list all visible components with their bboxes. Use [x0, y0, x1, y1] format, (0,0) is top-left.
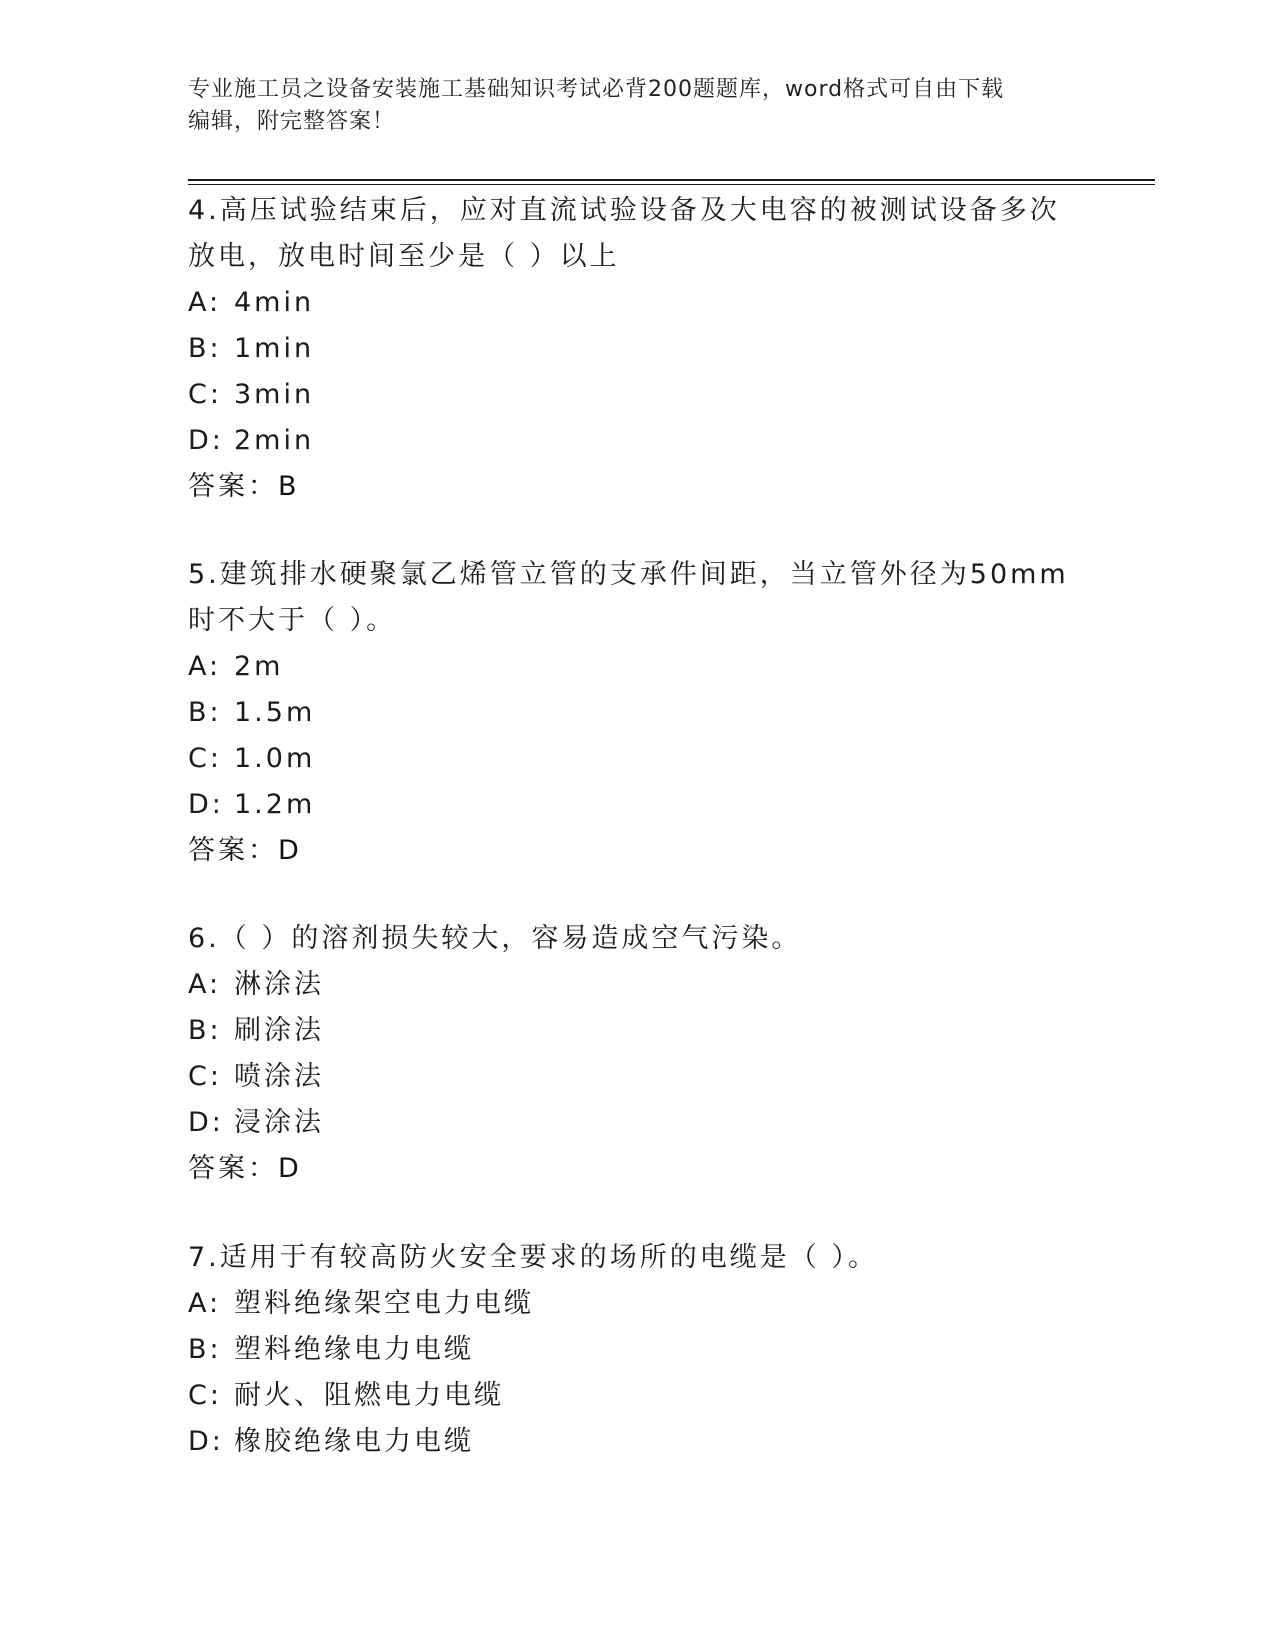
option-text: 塑料绝缘电力电缆 — [234, 1334, 474, 1365]
option-text: 1min — [234, 333, 315, 364]
header-divider-thick — [188, 179, 1155, 181]
option-d — [188, 1100, 1088, 1146]
option-b — [188, 326, 1088, 372]
option-label: C: — [188, 379, 222, 410]
question-5 — [188, 552, 1088, 874]
option-c — [188, 736, 1088, 782]
question-4 — [188, 188, 1088, 510]
document-header — [188, 74, 1068, 138]
header-divider-thin — [188, 184, 1155, 185]
option-label: A: — [188, 651, 222, 682]
option-b — [188, 690, 1088, 736]
option-label: C: — [188, 1380, 222, 1411]
answer: 答案：B — [188, 471, 300, 502]
option-text: 4min — [234, 287, 315, 318]
option-label: B: — [188, 333, 222, 364]
question-7 — [188, 1235, 1088, 1465]
option-b — [188, 1327, 1088, 1373]
option-label: B: — [188, 1334, 222, 1365]
option-text: 淋涂法 — [234, 969, 324, 1000]
option-label: C: — [188, 743, 222, 774]
option-text: 喷涂法 — [234, 1061, 324, 1092]
option-b — [188, 1008, 1088, 1054]
option-text: 刷涂法 — [234, 1015, 324, 1046]
option-text: 3min — [234, 379, 315, 410]
option-label: B: — [188, 1015, 222, 1046]
option-text: 1.5m — [234, 697, 316, 728]
question-stem: 4.高压试验结束后，应对直流试验设备及大电容的被测试设备多次放电，放电时间至少是（ ）以上 — [188, 195, 1060, 272]
answer: 答案：D — [188, 1153, 302, 1184]
question-stem: 5.建筑排水硬聚氯乙烯管立管的支承件间距，当立管外径为50mm时不大于（ ）。 — [188, 559, 1069, 636]
option-a — [188, 962, 1088, 1008]
option-d — [188, 782, 1088, 828]
question-stem: 6.（ ）的溶剂损失较大，容易造成空气污染。 — [188, 923, 802, 954]
option-label: A: — [188, 969, 222, 1000]
option-label: D: — [188, 789, 224, 820]
header-line-2: 编辑，附完整答案！ — [188, 109, 396, 134]
option-c — [188, 372, 1088, 418]
answer: 答案：D — [188, 835, 302, 866]
option-text: 1.0m — [234, 743, 316, 774]
option-label: D: — [188, 1107, 224, 1138]
option-a — [188, 644, 1088, 690]
option-label: D: — [188, 425, 224, 456]
option-label: A: — [188, 1288, 222, 1319]
option-d — [188, 1419, 1088, 1465]
option-label: D: — [188, 1426, 224, 1457]
option-text: 2min — [234, 425, 315, 456]
option-label: C: — [188, 1061, 222, 1092]
option-text: 塑料绝缘架空电力电缆 — [234, 1288, 534, 1319]
option-c — [188, 1373, 1088, 1419]
option-text: 浸涂法 — [234, 1107, 324, 1138]
option-text: 橡胶绝缘电力电缆 — [234, 1426, 474, 1457]
option-label: A: — [188, 287, 222, 318]
question-stem: 7.适用于有较高防火安全要求的场所的电缆是（ ）。 — [188, 1242, 878, 1273]
option-label: B: — [188, 697, 222, 728]
question-6 — [188, 916, 1088, 1192]
option-text: 耐火、阻燃电力电缆 — [234, 1380, 504, 1411]
option-c — [188, 1054, 1088, 1100]
option-d — [188, 418, 1088, 464]
option-a — [188, 1281, 1088, 1327]
option-a — [188, 280, 1088, 326]
header-line-1: 专业施工员之设备安装施工基础知识考试必背200题题库，word格式可自由下载 — [188, 77, 1005, 102]
option-text: 1.2m — [234, 789, 316, 820]
option-text: 2m — [234, 651, 284, 682]
